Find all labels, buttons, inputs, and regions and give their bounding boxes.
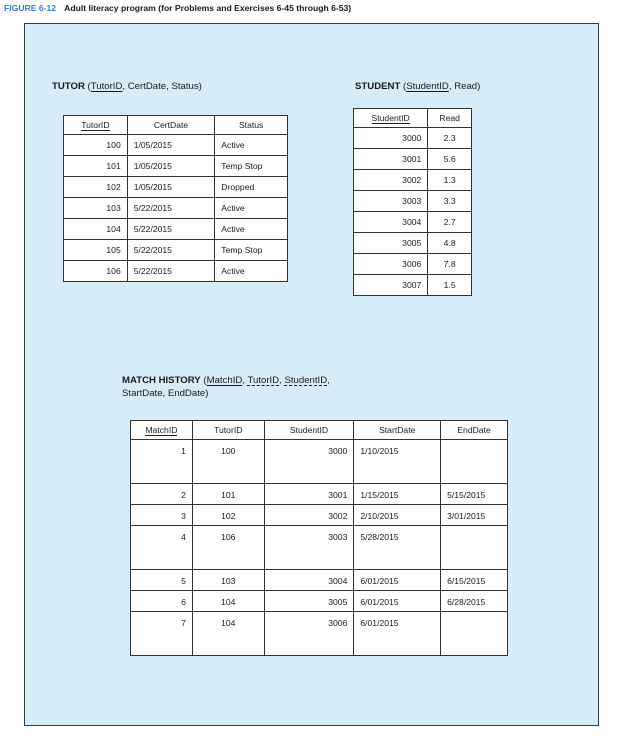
match-cell: 6/01/2015: [354, 591, 441, 612]
tutor-table: [63, 115, 288, 282]
match-cell: 3006: [264, 612, 354, 656]
table-row: [64, 219, 288, 240]
table-row: [131, 440, 508, 484]
figure-number: FIGURE 6-12: [4, 3, 57, 13]
match-relation-name: MATCH HISTORY: [122, 375, 201, 386]
table-row: [131, 505, 508, 526]
tutor-relation-name: TUTOR: [52, 81, 85, 92]
match-schema-fk-student: StudentID: [284, 375, 328, 386]
tutor-schema-key: TutorID: [90, 81, 123, 92]
tutor-cell: Temp Stop: [215, 240, 288, 261]
tutor-cell: 101: [64, 156, 128, 177]
tutor-header-status: Status: [215, 116, 288, 135]
match-cell: 104: [192, 612, 264, 656]
table-row: [131, 526, 508, 570]
match-schema-sep1: ,: [242, 375, 248, 386]
tutor-cell: 103: [64, 198, 128, 219]
tutor-cell: 105: [64, 240, 128, 261]
student-cell: 3003: [354, 191, 428, 212]
match-cell: 1: [131, 440, 193, 484]
student-header-studentid: StudentID: [354, 109, 428, 128]
match-cell: 6/01/2015: [354, 612, 441, 656]
match-cell: 3: [131, 505, 193, 526]
match-schema-key: MatchID: [206, 375, 243, 386]
table-row: [354, 170, 472, 191]
tutor-cell: Active: [215, 198, 288, 219]
table-row: [64, 156, 288, 177]
match-schema-open: (: [203, 375, 207, 386]
student-relation-name: STUDENT: [355, 81, 401, 92]
match-header-matchid: MatchID: [131, 421, 193, 440]
table-row: [354, 191, 472, 212]
match-cell: 101: [192, 484, 264, 505]
tutor-header-row: [64, 116, 288, 135]
tutor-cell: 102: [64, 177, 128, 198]
tutor-cell: 5/22/2015: [127, 198, 215, 219]
tutor-cell: 5/22/2015: [127, 240, 215, 261]
tutor-cell: 5/22/2015: [127, 219, 215, 240]
tutor-cell: Active: [215, 219, 288, 240]
match-cell: 3000: [264, 440, 354, 484]
match-cell: 104: [192, 591, 264, 612]
figure-panel: [24, 23, 599, 726]
match-cell: 1/15/2015: [354, 484, 441, 505]
match-schema-line2: StartDate, EndDate): [122, 388, 209, 399]
table-row: [354, 254, 472, 275]
table-row: [354, 149, 472, 170]
match-cell: 3001: [264, 484, 354, 505]
tutor-cell: 100: [64, 135, 128, 156]
match-header-tutorid: TutorID: [192, 421, 264, 440]
tutor-cell: Active: [215, 261, 288, 282]
match-cell: 5: [131, 570, 193, 591]
table-row: [131, 570, 508, 591]
student-header-read: Read: [428, 109, 472, 128]
match-schema-sep3: ,: [327, 375, 330, 386]
student-schema-open: (: [402, 81, 407, 92]
table-row: [64, 240, 288, 261]
match-header-studentid: StudentID: [264, 421, 354, 440]
student-cell: 3004: [354, 212, 428, 233]
match-cell: 100: [192, 440, 264, 484]
student-cell: 1.5: [428, 275, 472, 296]
match-schema-line1: [122, 374, 330, 387]
student-schema: [355, 80, 480, 93]
student-cell: 3002: [354, 170, 428, 191]
match-cell: 2/10/2015: [354, 505, 441, 526]
match-cell: 3003: [264, 526, 354, 570]
match-cell: 6/15/2015: [441, 570, 508, 591]
tutor-cell: Temp Stop: [215, 156, 288, 177]
figure-title: Adult literacy program (for Problems and Exercises 6-45 through 6-53): [64, 3, 352, 13]
match-header-startdate: StartDate: [354, 421, 441, 440]
table-row: [354, 233, 472, 254]
match-header-enddate: EndDate: [441, 421, 508, 440]
tutor-header-tutorid: TutorID: [64, 116, 128, 135]
match-cell: 3005: [264, 591, 354, 612]
match-cell: [441, 526, 508, 570]
match-cell: 7: [131, 612, 193, 656]
student-cell: 3006: [354, 254, 428, 275]
match-header-row: [131, 421, 508, 440]
tutor-cell: 106: [64, 261, 128, 282]
student-cell: 2.7: [428, 212, 472, 233]
table-row: [64, 198, 288, 219]
match-cell: 3/01/2015: [441, 505, 508, 526]
tutor-schema: [52, 80, 202, 93]
student-schema-key: StudentID: [406, 81, 449, 92]
match-cell: 6: [131, 591, 193, 612]
tutor-schema-open: (: [87, 81, 91, 92]
figure-caption: [4, 3, 351, 13]
student-cell: 3001: [354, 149, 428, 170]
match-cell: 102: [192, 505, 264, 526]
student-cell: 3007: [354, 275, 428, 296]
tutor-cell: 1/05/2015: [127, 177, 215, 198]
tutor-cell: Active: [215, 135, 288, 156]
student-schema-rest: , Read): [448, 81, 481, 92]
match-cell: 5/15/2015: [441, 484, 508, 505]
match-cell: 103: [192, 570, 264, 591]
student-header-row: [354, 109, 472, 128]
table-row: [354, 212, 472, 233]
student-cell: 7.8: [428, 254, 472, 275]
match-schema-sep2: ,: [279, 375, 285, 386]
match-cell: 5/28/2015: [354, 526, 441, 570]
match-cell: [441, 440, 508, 484]
student-table: [353, 108, 472, 296]
match-cell: 1/10/2015: [354, 440, 441, 484]
table-row: [64, 177, 288, 198]
tutor-cell: 104: [64, 219, 128, 240]
table-row: [131, 591, 508, 612]
table-row: [64, 261, 288, 282]
student-cell: 5.6: [428, 149, 472, 170]
tutor-cell: 5/22/2015: [127, 261, 215, 282]
tutor-schema-rest: , CertDate, Status): [122, 81, 202, 92]
match-cell: 106: [192, 526, 264, 570]
match-cell: 6/28/2015: [441, 591, 508, 612]
student-cell: 4.8: [428, 233, 472, 254]
match-cell: 6/01/2015: [354, 570, 441, 591]
match-schema-fk-tutor: TutorID: [247, 375, 280, 386]
match-table: [130, 420, 508, 656]
student-cell: 3005: [354, 233, 428, 254]
student-cell: 3.3: [428, 191, 472, 212]
table-row: [354, 275, 472, 296]
tutor-cell: 1/05/2015: [127, 156, 215, 177]
match-cell: 3004: [264, 570, 354, 591]
student-cell: 1.3: [428, 170, 472, 191]
match-cell: 2: [131, 484, 193, 505]
table-row: [131, 484, 508, 505]
student-cell: 3000: [354, 128, 428, 149]
student-cell: 2.3: [428, 128, 472, 149]
match-cell: 3002: [264, 505, 354, 526]
match-schema: [122, 374, 330, 400]
table-row: [64, 135, 288, 156]
match-cell: 4: [131, 526, 193, 570]
match-cell: [441, 612, 508, 656]
table-row: [131, 612, 508, 656]
tutor-cell: 1/05/2015: [127, 135, 215, 156]
tutor-cell: Dropped: [215, 177, 288, 198]
tutor-header-certdate: CertDate: [127, 116, 215, 135]
table-row: [354, 128, 472, 149]
